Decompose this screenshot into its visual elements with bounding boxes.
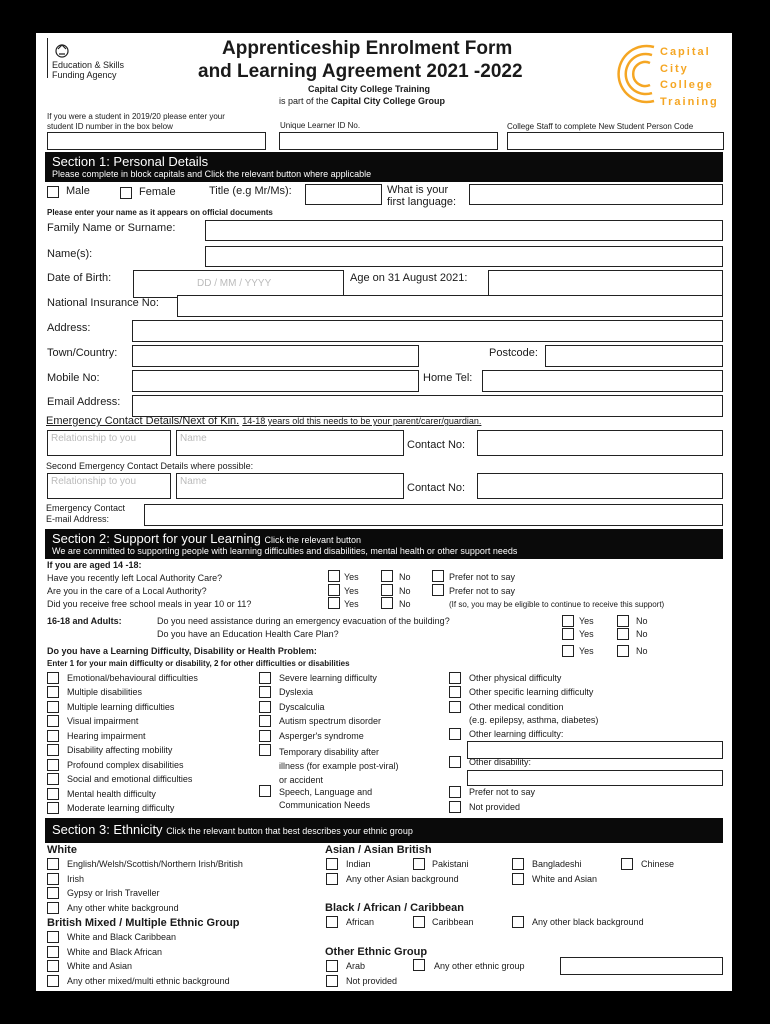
address-input[interactable]	[132, 320, 723, 342]
postcode-input[interactable]	[545, 345, 723, 367]
ldd-checkbox[interactable]	[47, 672, 59, 684]
mobile-input[interactable]	[132, 370, 419, 392]
ehcp-yes-checkbox[interactable]	[562, 628, 574, 640]
family-name-label: Family Name or Surname:	[47, 222, 176, 234]
ethnicity-checkbox[interactable]	[47, 902, 59, 914]
ethnicity-not-provided-checkbox[interactable]	[326, 975, 338, 987]
ldd-checkbox[interactable]	[259, 785, 271, 797]
ethnicity-checkbox[interactable]	[326, 873, 338, 885]
emergency-email-label: Emergency Contact E-mail Address:	[46, 503, 126, 524]
left-care-yes-checkbox[interactable]	[328, 570, 340, 582]
evac-no-checkbox[interactable]	[617, 615, 629, 627]
ldd-checkbox[interactable]	[449, 686, 461, 698]
ldd-checkbox[interactable]	[259, 701, 271, 713]
staff-code-label: College Staff to complete New Student Person Code	[507, 122, 694, 131]
other-disability-input[interactable]	[467, 770, 723, 786]
ethnicity-checkbox[interactable]	[47, 873, 59, 885]
ni-label: National Insurance No:	[47, 297, 159, 309]
ldd-yes-checkbox[interactable]	[562, 645, 574, 657]
ldd-checkbox[interactable]	[259, 686, 271, 698]
name-note: Please enter your name as it appears on official documents	[47, 208, 273, 217]
ethnicity-checkbox[interactable]	[326, 960, 338, 972]
ethnicity-checkbox[interactable]	[326, 916, 338, 928]
staff-code-input[interactable]	[507, 132, 724, 150]
aged-label: If you are aged 14 -18:	[47, 560, 142, 570]
in-care-no-checkbox[interactable]	[381, 584, 393, 596]
section3-header: Section 3: Ethnicity Click the relevant button that best describes your ethnic group	[45, 818, 723, 843]
ethnicity-checkbox[interactable]	[47, 887, 59, 899]
ldd-not-provided-checkbox[interactable]	[449, 801, 461, 813]
fsm-no-checkbox[interactable]	[381, 597, 393, 609]
female-label: Female	[139, 186, 176, 198]
ldd-checkbox[interactable]	[47, 730, 59, 742]
dob-input[interactable]: DD / MM / YYYY	[133, 270, 344, 298]
q-left-care: Have you recently left Local Authority Care?	[47, 573, 223, 583]
form-title-line2: and Learning Agreement 2021 -2022	[198, 61, 523, 82]
ethnicity-checkbox[interactable]	[47, 858, 59, 870]
ldd-checkbox[interactable]	[47, 802, 59, 814]
asian-heading: Asian / Asian British	[325, 844, 432, 856]
ethnicity-checkbox[interactable]	[47, 931, 59, 943]
form-title-line1: Apprenticeship Enrolment Form	[222, 38, 513, 59]
names-input[interactable]	[205, 246, 723, 267]
section2-header: Section 2: Support for your Learning Click the relevant button We are committed to supporting people with learning difficulties and disabilities, mental health or other support needs	[45, 529, 723, 559]
title-label: Title (e.g Mr/Ms):	[209, 185, 292, 197]
town-input[interactable]	[132, 345, 419, 367]
female-checkbox[interactable]	[120, 187, 132, 199]
ldd-prefer-checkbox[interactable]	[449, 786, 461, 798]
male-checkbox[interactable]	[47, 186, 59, 198]
dob-label: Date of Birth:	[47, 272, 112, 284]
ehcp-no-checkbox[interactable]	[617, 628, 629, 640]
ldd-checkbox[interactable]	[259, 672, 271, 684]
white-heading: White	[47, 844, 77, 856]
ethnicity-checkbox[interactable]	[413, 959, 425, 971]
in-care-yes-checkbox[interactable]	[328, 584, 340, 596]
uln-label: Unique Learner ID No.	[280, 121, 361, 130]
q-ehcp: Do you have an Education Health Care Plan?	[157, 629, 339, 639]
q-free-meals: Did you receive free school meals in year 10 or 11?	[47, 599, 252, 609]
ethnicity-checkbox[interactable]	[47, 946, 59, 958]
ethnicity-checkbox[interactable]	[512, 916, 524, 928]
emergency-name-input-1[interactable]: Name	[176, 430, 404, 456]
emergency-name-input-2[interactable]: Name	[176, 473, 404, 499]
email-input[interactable]	[132, 395, 723, 417]
ethnicity-checkbox[interactable]	[413, 916, 425, 928]
ethnicity-checkbox[interactable]	[326, 858, 338, 870]
ethnicity-checkbox[interactable]	[512, 873, 524, 885]
other-ethnic-input[interactable]	[560, 957, 723, 975]
enrolment-form-page: Education & Skills Funding Agency Apprenticeship Enrolment Form and Learning Agreement 2021 -2022 Capital City College Training is part of the Capital City College Group Capital City College Training If you were a student in 2019/20 please enter your student ID number in the box below Unique Learner ID No. College Staff to complete New Student Person Code Section 1: Personal Details Please complete in block capitals and Click the relevant button where applicable Male Female Title (e.g Mr/Ms): What is your first language: Please enter your name as it appears on official documents Family Name or Surname: Name(s): Date of Birth: DD / MM / YYYY Age on 31 August 2021: National Insurance No: Address: Town/Country: Postcode: Mobile No: Home Tel: Email Address: Emergency Contact Details/Next of Kin. 14-18 years old this needs to be your parent/carer/guardian. Relationship to you Name Contact No: Second Emergency Contact Details where possible: Relationship to you Name Contact No: Emergency Contact E-mail Address: Section 2: Support for your Learning Click the relevant button We are committed to supporting people with learning difficulties and disabilities, mental health or other support needs If you are aged 14 -18: Have you recently left Local Authority Care? Are you in the care of a Local Authority? Did you receive free school meals in year 10 or 11? Yes No Prefer not to say Yes No Prefer not to say Yes No (If so, you may be eligible to continue to receive this support) 16-18 and Adults: Do you need assistance during an emergency evacuation of the building? Do you have an Education Health Care Plan? Yes No Yes No Do you have a Learning Difficulty, Disability or Health Problem: Yes No Enter 1 for your main difficulty or disability, 2 for other difficulties or disabilities Emotional/behavioural difficulties Multiple disabilities Multiple learning difficulties Visual impairment Hearing impairment Disability affecting mobility Profound complex disabilities Social and emotional difficulties Mental health difficulty Moderate learning difficulty Severe learning difficulty Dyslexia Dyscalculia Autism spectrum disorder Asperger's syndrome Temporary disability after illness (for example post-viral) or accident Speech, Language and Communication Needs Other physical difficulty Other specific learning difficulty Other medical condition (e.g. epilepsy, asthma, diabetes) Other learning difficulty: Other disability: Prefer not to say Not provided Section 3: Ethnicity Click the relevant button that best describes your ethnic group White English/Welsh/Scottish/Northern Irish/British Irish Gypsy or Irish Traveller Any other white background British Mixed / Multiple Ethnic Group White and Black Caribbean White and Black African White and Asian Any other mixed/multi ethnic background Asian / Asian British Indian Pakistani Bangladeshi Chinese Any other Asian background White and Asian Black / African / Caribbean African Caribbean Any other black background Other Ethnic Group Arab Any other ethnic group Not provided	[36, 33, 732, 991]
ldd-checkbox[interactable]	[259, 730, 271, 742]
first-language-label: What is your first language:	[387, 184, 457, 208]
adults-label: 16-18 and Adults:	[47, 616, 122, 626]
address-label: Address:	[47, 322, 91, 334]
age-label: Age on 31 August 2021:	[350, 272, 468, 284]
family-name-input[interactable]	[205, 220, 723, 241]
town-label: Town/Country:	[47, 347, 118, 359]
emergency-email-input[interactable]	[144, 504, 723, 526]
ldd-checkbox[interactable]	[449, 701, 461, 713]
ldd-note: Enter 1 for your main difficulty or disability, 2 for other difficulties or disabilities	[47, 659, 350, 668]
email-label: Email Address:	[47, 396, 121, 408]
mobile-label: Mobile No:	[47, 372, 100, 384]
ldd-question: Do you have a Learning Difficulty, Disability or Health Problem:	[47, 646, 317, 656]
postcode-label: Postcode:	[489, 347, 538, 359]
student-id-input[interactable]	[47, 132, 266, 150]
ldd-checkbox[interactable]	[47, 744, 59, 756]
home-tel-input[interactable]	[482, 370, 723, 392]
emergency-heading: Emergency Contact Details/Next of Kin. 14-18 years old this needs to be your parent/carer/guardian.	[46, 415, 482, 427]
ni-input[interactable]	[177, 295, 723, 317]
names-label: Name(s):	[47, 248, 93, 260]
ldd-checkbox[interactable]	[47, 773, 59, 785]
first-language-input[interactable]	[469, 184, 723, 205]
contact-no-input-2[interactable]	[477, 473, 723, 499]
left-care-no-checkbox[interactable]	[381, 570, 393, 582]
contact-no-label-2: Contact No:	[407, 482, 466, 494]
college-logo-text: Capital City College Training	[660, 46, 719, 108]
ethnicity-checkbox[interactable]	[47, 960, 59, 972]
ldd-no-checkbox[interactable]	[617, 645, 629, 657]
male-label: Male	[66, 185, 90, 197]
second-emergency-label: Second Emergency Contact Details where possible:	[46, 461, 254, 471]
ldd-checkbox[interactable]	[47, 686, 59, 698]
ldd-checkbox[interactable]	[449, 728, 461, 740]
student-id-note: If you were a student in 2019/20 please enter your student ID number in the box below	[47, 112, 225, 131]
home-tel-label: Home Tel:	[423, 372, 473, 384]
section1-header: Section 1: Personal Details Please complete in block capitals and Click the relevant button where applicable	[45, 152, 723, 182]
q-in-care: Are you in the care of a Local Authority?	[47, 586, 207, 596]
fsm-note: (If so, you may be eligible to continue to receive this support)	[449, 600, 665, 609]
ldd-checkbox[interactable]	[259, 715, 271, 727]
ldd-checkbox[interactable]	[47, 701, 59, 713]
left-care-prefer-checkbox[interactable]	[432, 570, 444, 582]
fsm-yes-checkbox[interactable]	[328, 597, 340, 609]
contact-no-input-1[interactable]	[477, 430, 723, 456]
relationship-input-2[interactable]: Relationship to you	[47, 473, 171, 499]
contact-no-label-1: Contact No:	[407, 439, 466, 451]
subtitle-group: is part of the Capital City College Group	[279, 96, 446, 106]
agency-divider	[47, 38, 48, 78]
black-heading: Black / African / Caribbean	[325, 902, 464, 914]
ethnicity-checkbox[interactable]	[621, 858, 633, 870]
agency-name: Education & Skills Funding Agency	[52, 60, 125, 80]
ldd-checkbox[interactable]	[449, 756, 461, 768]
age-input[interactable]	[488, 270, 723, 296]
title-input[interactable]	[305, 184, 382, 205]
ethnicity-checkbox[interactable]	[47, 975, 59, 987]
relationship-input-1[interactable]: Relationship to you	[47, 430, 171, 456]
ldd-checkbox[interactable]	[47, 788, 59, 800]
other-heading: Other Ethnic Group	[325, 946, 428, 958]
mixed-heading: British Mixed / Multiple Ethnic Group	[47, 917, 240, 929]
ldd-checkbox[interactable]	[47, 715, 59, 727]
ethnicity-checkbox[interactable]	[413, 858, 425, 870]
ethnicity-checkbox[interactable]	[512, 858, 524, 870]
ldd-checkbox[interactable]	[259, 744, 271, 756]
q-evacuation: Do you need assistance during an emergency evacuation of the building?	[157, 616, 450, 626]
evac-yes-checkbox[interactable]	[562, 615, 574, 627]
college-logo-icon	[610, 41, 664, 112]
uln-input[interactable]	[279, 132, 498, 150]
ldd-checkbox[interactable]	[47, 759, 59, 771]
subtitle-college: Capital City College Training	[308, 84, 431, 94]
in-care-prefer-checkbox[interactable]	[432, 584, 444, 596]
ldd-checkbox[interactable]	[449, 672, 461, 684]
